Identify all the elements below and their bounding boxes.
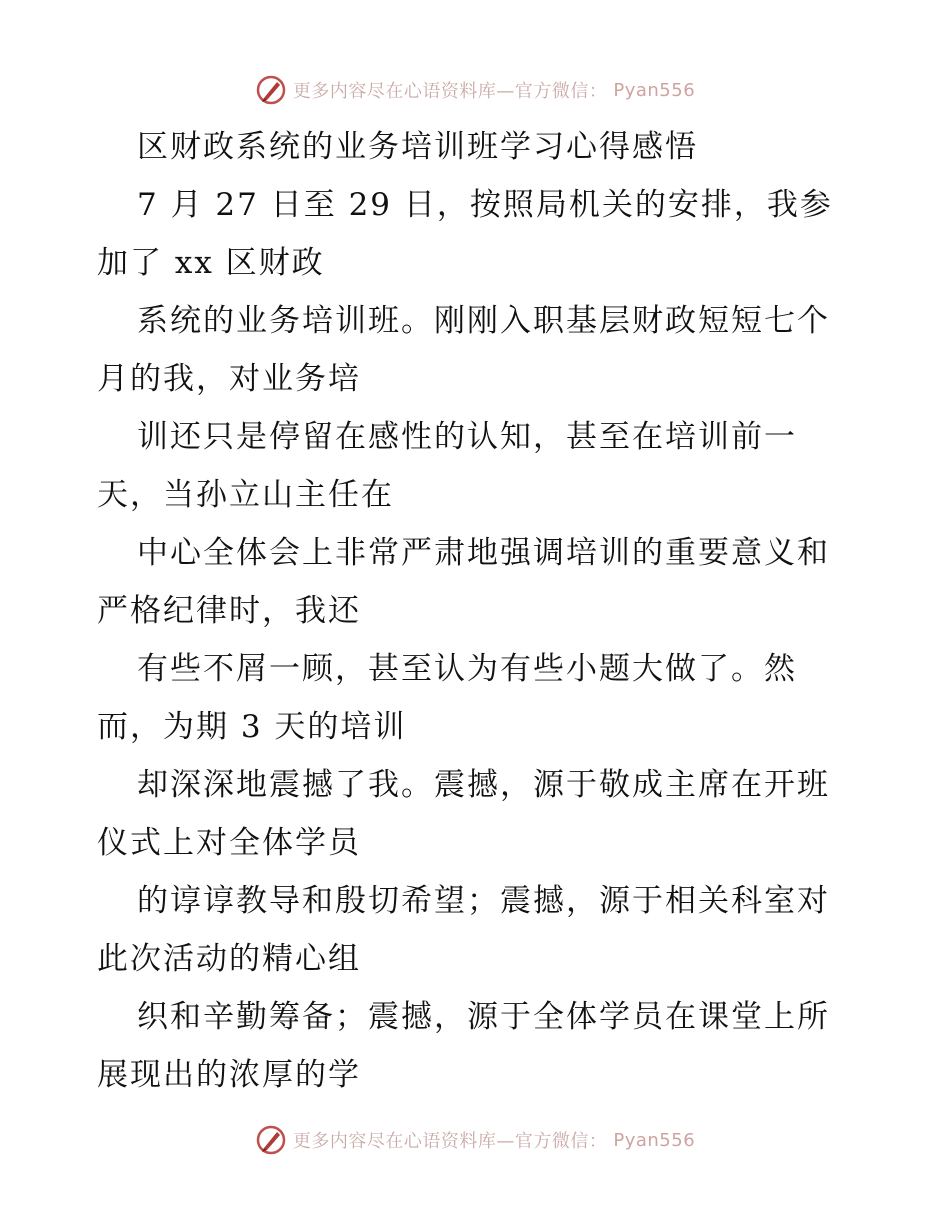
text-line: 训还只是停留在感性的认知，甚至在培训前一	[137, 419, 797, 455]
text-line: 加了 xx 区财政	[97, 245, 325, 281]
text-line: 系统的业务培训班。刚刚入职基层财政短短七个	[137, 303, 830, 339]
watermark-wechat-id: Pyan556	[613, 1129, 696, 1151]
pen-logo-icon	[255, 1124, 287, 1156]
text-line: 此次活动的精心组	[97, 941, 361, 977]
text-line: 展现出的浓厚的学	[97, 1057, 361, 1093]
watermark-wechat-id: Pyan556	[613, 79, 696, 101]
document-body	[97, 118, 857, 1104]
text-line: 中心全体会上非常严肃地强调培训的重要意义和	[137, 535, 830, 571]
text-line: 的谆谆教导和殷切希望；震撼，源于相关科室对	[137, 883, 830, 919]
document-title: 区财政系统的业务培训班学习心得感悟	[137, 129, 698, 165]
watermark-text: 更多内容尽在心语资料库—官方微信：	[292, 81, 608, 102]
text-line: 有些不屑一顾，甚至认为有些小题大做了。然	[137, 651, 797, 687]
text-line: 却深深地震撼了我。震撼，源于敬成主席在开班	[137, 767, 830, 803]
text-line: 月的我，对业务培	[97, 361, 361, 397]
header-watermark	[0, 70, 950, 110]
text-line: 天，当孙立山主任在	[97, 477, 394, 513]
text-line: 7 月 27 日至 29 日，按照局机关的安排，我参	[137, 187, 833, 223]
pen-logo-icon	[255, 74, 287, 106]
watermark-text: 更多内容尽在心语资料库—官方微信：	[292, 1131, 608, 1152]
text-line: 而，为期 3 天的培训	[97, 709, 407, 745]
text-line: 织和辛勤筹备；震撼，源于全体学员在课堂上所	[137, 999, 830, 1035]
footer-watermark	[0, 1120, 950, 1160]
text-line: 严格纪律时，我还	[97, 593, 361, 629]
text-line: 仪式上对全体学员	[97, 825, 361, 861]
